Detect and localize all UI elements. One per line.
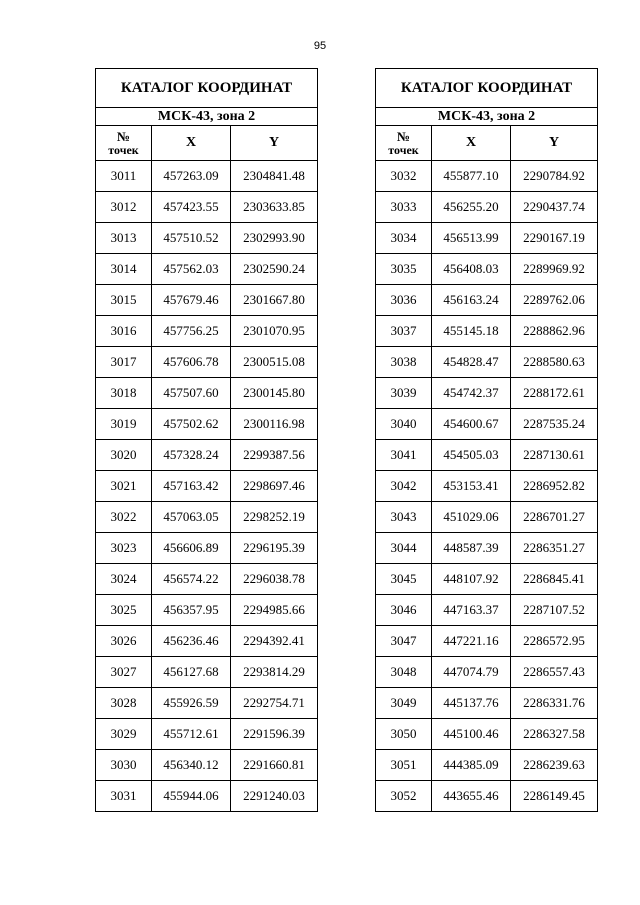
y-column-header: Y [511, 126, 598, 161]
y-coordinate-cell: 2301070.95 [231, 316, 318, 347]
x-coordinate-cell: 457606.78 [152, 347, 231, 378]
table-row [96, 223, 318, 254]
point-number-cell: 3044 [376, 533, 432, 564]
y-coordinate-cell: 2286239.63 [511, 750, 598, 781]
point-number-cell: 3030 [96, 750, 152, 781]
y-coordinate-cell: 2289969.92 [511, 254, 598, 285]
point-number-cell: 3017 [96, 347, 152, 378]
x-column-header: X [152, 126, 231, 161]
table-row [376, 564, 598, 595]
x-coordinate-cell: 456606.89 [152, 533, 231, 564]
y-coordinate-cell: 2290167.19 [511, 223, 598, 254]
table-row [96, 254, 318, 285]
y-coordinate-cell: 2290437.74 [511, 192, 598, 223]
point-number-cell: 3048 [376, 657, 432, 688]
table-row [376, 409, 598, 440]
y-coordinate-cell: 2289762.06 [511, 285, 598, 316]
point-number-cell: 3036 [376, 285, 432, 316]
point-number-cell: 3015 [96, 285, 152, 316]
x-coordinate-cell: 447074.79 [432, 657, 511, 688]
y-coordinate-cell: 2286327.58 [511, 719, 598, 750]
x-coordinate-cell: 444385.09 [432, 750, 511, 781]
y-coordinate-cell: 2293814.29 [231, 657, 318, 688]
y-coordinate-cell: 2290784.92 [511, 161, 598, 192]
y-coordinate-cell: 2287107.52 [511, 595, 598, 626]
x-coordinate-cell: 457679.46 [152, 285, 231, 316]
table-row [96, 719, 318, 750]
y-coordinate-cell: 2302590.24 [231, 254, 318, 285]
y-coordinate-cell: 2287535.24 [511, 409, 598, 440]
table-row [376, 192, 598, 223]
y-coordinate-cell: 2287130.61 [511, 440, 598, 471]
x-coordinate-cell: 454828.47 [432, 347, 511, 378]
y-coordinate-cell: 2291240.03 [231, 781, 318, 812]
table-row [96, 285, 318, 316]
point-number-header [96, 126, 152, 161]
y-coordinate-cell: 2300515.08 [231, 347, 318, 378]
x-coordinate-cell: 457163.42 [152, 471, 231, 502]
y-coordinate-cell: 2300116.98 [231, 409, 318, 440]
x-coordinate-cell: 448587.39 [432, 533, 511, 564]
point-number-cell: 3032 [376, 161, 432, 192]
x-coordinate-cell: 454505.03 [432, 440, 511, 471]
point-number-cell: 3047 [376, 626, 432, 657]
point-number-cell: 3046 [376, 595, 432, 626]
y-coordinate-cell: 2286149.45 [511, 781, 598, 812]
point-number-cell: 3039 [376, 378, 432, 409]
table-row [96, 409, 318, 440]
table-row [376, 750, 598, 781]
table-row [376, 719, 598, 750]
y-coordinate-cell: 2286351.27 [511, 533, 598, 564]
point-number-cell: 3022 [96, 502, 152, 533]
point-number-cell: 3034 [376, 223, 432, 254]
x-coordinate-cell: 457507.60 [152, 378, 231, 409]
x-coordinate-cell: 455712.61 [152, 719, 231, 750]
point-number-cell: 3051 [376, 750, 432, 781]
number-sign: № [396, 128, 411, 144]
x-coordinate-cell: 457756.25 [152, 316, 231, 347]
table-row [376, 223, 598, 254]
table-row [96, 657, 318, 688]
point-number-cell: 3031 [96, 781, 152, 812]
table-row [96, 440, 318, 471]
x-coordinate-cell: 457510.52 [152, 223, 231, 254]
coordinate-system-zone: МСК-43, зона 2 [376, 108, 598, 126]
point-number-cell: 3042 [376, 471, 432, 502]
point-number-cell: 3049 [376, 688, 432, 719]
table-row [96, 161, 318, 192]
table-row [376, 533, 598, 564]
table-row [376, 595, 598, 626]
table-row [376, 502, 598, 533]
point-number-cell: 3016 [96, 316, 152, 347]
x-coordinate-cell: 457328.24 [152, 440, 231, 471]
point-number-cell: 3027 [96, 657, 152, 688]
points-label: точек [388, 142, 419, 157]
point-number-cell: 3025 [96, 595, 152, 626]
x-coordinate-cell: 445100.46 [432, 719, 511, 750]
point-number-cell: 3024 [96, 564, 152, 595]
x-coordinate-cell: 456408.03 [432, 254, 511, 285]
table-row [376, 440, 598, 471]
y-column-header: Y [231, 126, 318, 161]
catalog-title: КАТАЛОГ КООРДИНАТ [96, 69, 318, 108]
point-number-cell: 3014 [96, 254, 152, 285]
y-coordinate-cell: 2286557.43 [511, 657, 598, 688]
x-coordinate-cell: 455145.18 [432, 316, 511, 347]
table-row [96, 192, 318, 223]
y-coordinate-cell: 2301667.80 [231, 285, 318, 316]
point-number-cell: 3012 [96, 192, 152, 223]
x-coordinate-cell: 456255.20 [432, 192, 511, 223]
y-coordinate-cell: 2286701.27 [511, 502, 598, 533]
x-coordinate-cell: 454742.37 [432, 378, 511, 409]
table-row [376, 378, 598, 409]
table-row [96, 595, 318, 626]
y-coordinate-cell: 2294392.41 [231, 626, 318, 657]
y-coordinate-cell: 2298252.19 [231, 502, 318, 533]
table-row [96, 502, 318, 533]
table-row [376, 657, 598, 688]
y-coordinate-cell: 2291596.39 [231, 719, 318, 750]
point-number-cell: 3033 [376, 192, 432, 223]
y-coordinate-cell: 2300145.80 [231, 378, 318, 409]
y-coordinate-cell: 2303633.85 [231, 192, 318, 223]
x-coordinate-cell: 443655.46 [432, 781, 511, 812]
point-number-cell: 3011 [96, 161, 152, 192]
table-row [376, 254, 598, 285]
x-coordinate-cell: 457063.05 [152, 502, 231, 533]
table-body [96, 161, 318, 812]
table-row [376, 347, 598, 378]
table-row [96, 688, 318, 719]
y-coordinate-cell: 2296195.39 [231, 533, 318, 564]
table-body [376, 161, 598, 812]
x-coordinate-cell: 457423.55 [152, 192, 231, 223]
table-row [376, 471, 598, 502]
number-sign: № [116, 128, 131, 144]
x-coordinate-cell: 447221.16 [432, 626, 511, 657]
table-row [376, 688, 598, 719]
x-coordinate-cell: 457263.09 [152, 161, 231, 192]
x-coordinate-cell: 456513.99 [432, 223, 511, 254]
point-number-header [376, 126, 432, 161]
point-number-cell: 3028 [96, 688, 152, 719]
point-number-cell: 3021 [96, 471, 152, 502]
x-coordinate-cell: 457562.03 [152, 254, 231, 285]
y-coordinate-cell: 2286952.82 [511, 471, 598, 502]
table-row [96, 471, 318, 502]
y-coordinate-cell: 2302993.90 [231, 223, 318, 254]
point-number-cell: 3023 [96, 533, 152, 564]
x-coordinate-cell: 457502.62 [152, 409, 231, 440]
x-coordinate-cell: 456236.46 [152, 626, 231, 657]
x-coordinate-cell: 456340.12 [152, 750, 231, 781]
table-row [376, 626, 598, 657]
y-coordinate-cell: 2288172.61 [511, 378, 598, 409]
x-coordinate-cell: 455926.59 [152, 688, 231, 719]
table-row [96, 316, 318, 347]
x-column-header: X [432, 126, 511, 161]
page-number: 95 [313, 40, 327, 52]
x-coordinate-cell: 447163.37 [432, 595, 511, 626]
y-coordinate-cell: 2299387.56 [231, 440, 318, 471]
x-coordinate-cell: 445137.76 [432, 688, 511, 719]
point-number-cell: 3019 [96, 409, 152, 440]
point-number-cell: 3026 [96, 626, 152, 657]
y-coordinate-cell: 2286845.41 [511, 564, 598, 595]
x-coordinate-cell: 453153.41 [432, 471, 511, 502]
point-number-cell: 3040 [376, 409, 432, 440]
y-coordinate-cell: 2292754.71 [231, 688, 318, 719]
y-coordinate-cell: 2291660.81 [231, 750, 318, 781]
table-row [96, 378, 318, 409]
coordinate-catalog-table-left [95, 68, 318, 812]
y-coordinate-cell: 2296038.78 [231, 564, 318, 595]
y-coordinate-cell: 2294985.66 [231, 595, 318, 626]
table-row [96, 750, 318, 781]
y-coordinate-cell: 2288580.63 [511, 347, 598, 378]
coordinate-system-zone: МСК-43, зона 2 [96, 108, 318, 126]
table-row [376, 781, 598, 812]
point-number-cell: 3035 [376, 254, 432, 285]
y-coordinate-cell: 2288862.96 [511, 316, 598, 347]
table-row [96, 626, 318, 657]
x-coordinate-cell: 448107.92 [432, 564, 511, 595]
x-coordinate-cell: 456127.68 [152, 657, 231, 688]
y-coordinate-cell: 2304841.48 [231, 161, 318, 192]
point-number-cell: 3013 [96, 223, 152, 254]
table-row [96, 564, 318, 595]
point-number-cell: 3020 [96, 440, 152, 471]
table-row [376, 316, 598, 347]
point-number-cell: 3018 [96, 378, 152, 409]
point-number-cell: 3045 [376, 564, 432, 595]
point-number-cell: 3050 [376, 719, 432, 750]
point-number-cell: 3029 [96, 719, 152, 750]
y-coordinate-cell: 2286331.76 [511, 688, 598, 719]
x-coordinate-cell: 451029.06 [432, 502, 511, 533]
y-coordinate-cell: 2298697.46 [231, 471, 318, 502]
x-coordinate-cell: 455944.06 [152, 781, 231, 812]
table-row [96, 781, 318, 812]
x-coordinate-cell: 456357.95 [152, 595, 231, 626]
point-number-cell: 3052 [376, 781, 432, 812]
point-number-cell: 3038 [376, 347, 432, 378]
table-row [376, 161, 598, 192]
table-row [96, 347, 318, 378]
point-number-cell: 3037 [376, 316, 432, 347]
x-coordinate-cell: 454600.67 [432, 409, 511, 440]
catalog-title: КАТАЛОГ КООРДИНАТ [376, 69, 598, 108]
x-coordinate-cell: 456163.24 [432, 285, 511, 316]
x-coordinate-cell: 456574.22 [152, 564, 231, 595]
y-coordinate-cell: 2286572.95 [511, 626, 598, 657]
table-row [96, 533, 318, 564]
table-row [376, 285, 598, 316]
point-number-cell: 3041 [376, 440, 432, 471]
x-coordinate-cell: 455877.10 [432, 161, 511, 192]
points-label: точек [108, 142, 139, 157]
coordinate-catalog-table-right [375, 68, 598, 812]
point-number-cell: 3043 [376, 502, 432, 533]
